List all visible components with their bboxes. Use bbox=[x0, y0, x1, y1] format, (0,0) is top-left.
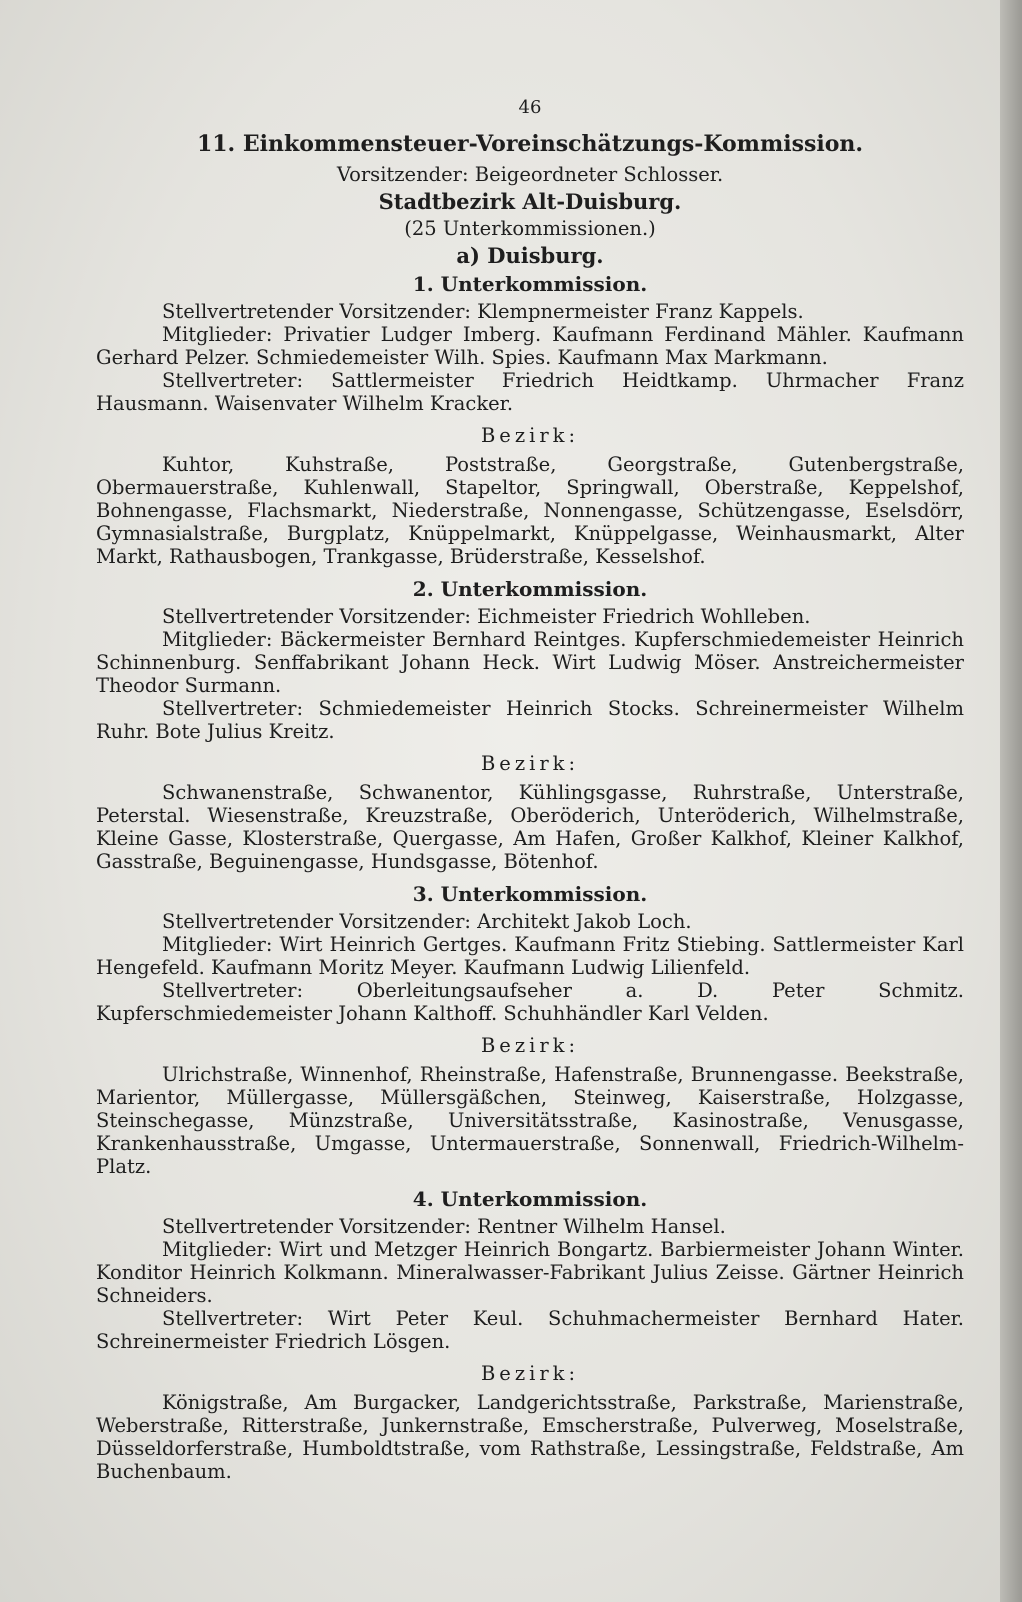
subcommission-heading: 4. Unterkommission. bbox=[412, 1187, 648, 1211]
subcommission-count: (25 Unterkommissionen.) bbox=[404, 217, 656, 240]
substitutes: Stellvertreter: Wirt Peter Keul. Schuhmachermeister Bernhard Hater. Schreinermeister Friedrich Lösgen. bbox=[96, 1307, 964, 1353]
members: Mitglieder: Privatier Ludger Imberg. Kaufmann Ferdinand Mähler. Kaufmann Gerhard Pelzer. Schmiedemeister Wilh. Spies. Kaufmann Max Markmann. bbox=[96, 323, 964, 369]
bezirk-label: Bezirk: bbox=[480, 752, 580, 775]
deputy-chair: Stellvertretender Vorsitzender: Rentner Wilhelm Hansel. bbox=[162, 1215, 726, 1238]
subcommission-heading: 1. Unterkommission. bbox=[412, 272, 648, 296]
street-list: Königstraße, Am Burgacker, Landgerichtsstraße, Parkstraße, Marienstraße, Weberstraße, Ritterstraße, Junkernstraße, Emscherstraße, Pulverweg, Moselstraße, Düsseldorferstraße, Humboldtstraße, vom Rathstraße, Lessingstraße, Feldstraße, Am Buchenbaum. bbox=[96, 1391, 964, 1483]
subcommission-3 bbox=[96, 883, 964, 1178]
page-number: 46 bbox=[518, 97, 542, 118]
city-heading: a) Duisburg. bbox=[456, 243, 604, 268]
street-list: Schwanenstraße, Schwanentor, Kühlingsgasse, Ruhrstraße, Unterstraße, Peterstal. Wiesenstraße, Kreuzstraße, Oberöderich, Unteröderich, Wilhelmstraße, Kleine Gasse, Klosterstraße, Quergasse, Am Hafen, Großer Kalkhof, Kleiner Kalkhof, Gasstraße, Beguinengasse, Hundsgasse, Bötenhof. bbox=[96, 781, 964, 873]
book-edge bbox=[1000, 0, 1022, 1602]
deputy-chair: Stellvertretender Vorsitzender: Architekt Jakob Loch. bbox=[162, 910, 692, 933]
substitutes: Stellvertreter: Schmiedemeister Heinrich Stocks. Schreinermeister Wilhelm Ruhr. Bote Julius Kreitz. bbox=[96, 697, 964, 743]
members: Mitglieder: Bäckermeister Bernhard Reintges. Kupferschmiedemeister Heinrich Schinnenburg. Senffabrikant Johann Heck. Wirt Ludwig Möser. Anstreichermeister Theodor Surmann. bbox=[96, 628, 964, 697]
bezirk-label: Bezirk: bbox=[480, 1034, 580, 1057]
bezirk-label: Bezirk: bbox=[480, 1362, 580, 1385]
substitutes: Stellvertreter: Sattlermeister Friedrich Heidtkamp. Uhrmacher Franz Hausmann. Waisenvater Wilhelm Kracker. bbox=[96, 369, 964, 415]
street-list: Kuhtor, Kuhstraße, Poststraße, Georgstraße, Gutenbergstraße, Obermauerstraße, Kuhlenwall, Stapeltor, Springwall, Oberstraße, Keppelshof, Bohnengasse, Flachsmarkt, Niederstraße, Nonnengasse, Schützengasse, Eselsdörr, Gymnasialstraße, Burgplatz, Knüppelmarkt, Knüppelgasse, Weinhausmarkt, Alter Markt, Rathausbogen, Trankgasse, Brüderstraße, Kesselshof. bbox=[96, 453, 964, 568]
subcommission-4 bbox=[96, 1188, 964, 1483]
subcommission-heading: 2. Unterkommission. bbox=[412, 577, 648, 601]
subcommission-1 bbox=[96, 273, 964, 568]
street-list: Ulrichstraße, Winnenhof, Rheinstraße, Hafenstraße, Brunnengasse. Beekstraße, Marientor, Müllergasse, Müllersgäßchen, Steinweg, Kaiserstraße, Holzgasse, Steinschegasse, Münzstraße, Universitätsstraße, Kasinostraße, Venusgasse, Krankenhausstraße, Umgasse, Untermauerstraße, Sonnenwall, Friedrich-Wilhelm-Platz. bbox=[96, 1063, 964, 1178]
members: Mitglieder: Wirt und Metzger Heinrich Bongartz. Barbiermeister Johann Winter. Konditor Heinrich Kolkmann. Mineralwasser-Fabrikant Julius Zeisse. Gärtner Heinrich Schneiders. bbox=[96, 1238, 964, 1307]
subcommission-heading: 3. Unterkommission. bbox=[412, 882, 648, 906]
chair-line: Vorsitzender: Beigeordneter Schlosser. bbox=[336, 163, 724, 186]
members: Mitglieder: Wirt Heinrich Gertges. Kaufmann Fritz Stiebing. Sattlermeister Karl Hengefeld. Kaufmann Moritz Meyer. Kaufmann Ludwig Lilienfeld. bbox=[96, 933, 964, 979]
bezirk-label: Bezirk: bbox=[480, 424, 580, 447]
deputy-chair: Stellvertretender Vorsitzender: Eichmeister Friedrich Wohlleben. bbox=[162, 605, 811, 628]
document-page bbox=[96, 96, 964, 1493]
document-title: 11. Einkommensteuer-Voreinschätzungs-Kommission. bbox=[196, 131, 864, 157]
subcommission-2 bbox=[96, 578, 964, 873]
substitutes: Stellvertreter: Oberleitungsaufseher a. D. Peter Schmitz. Kupferschmiedemeister Johann Kalthoff. Schuhhändler Karl Velden. bbox=[96, 979, 964, 1025]
deputy-chair: Stellvertretender Vorsitzender: Klempnermeister Franz Kappels. bbox=[162, 300, 804, 323]
district-heading: Stadtbezirk Alt-Duisburg. bbox=[378, 189, 682, 214]
